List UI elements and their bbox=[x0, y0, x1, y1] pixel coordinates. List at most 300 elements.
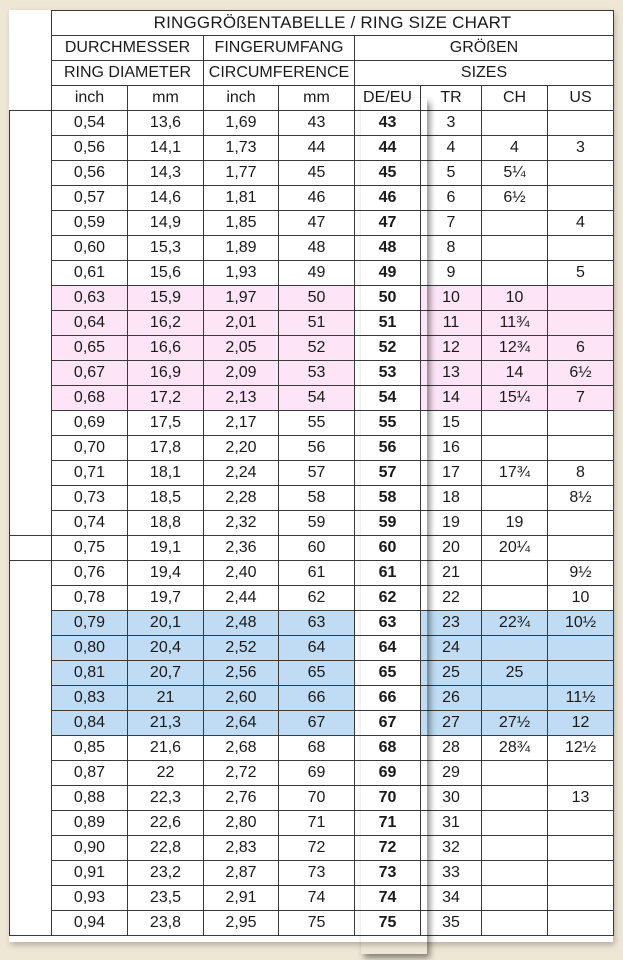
cell-size-ch bbox=[482, 211, 548, 236]
cell-size-ch bbox=[482, 911, 548, 936]
table-row bbox=[10, 436, 614, 461]
cell-size-eu: 70 bbox=[355, 786, 421, 811]
cell-diameter-inch: 0,59 bbox=[52, 211, 128, 236]
table-row bbox=[10, 586, 614, 611]
cell-circumference-inch: 1,85 bbox=[204, 211, 279, 236]
table-row bbox=[10, 311, 614, 336]
group-label-empty bbox=[10, 536, 52, 561]
table-row bbox=[10, 336, 614, 361]
unit-size-ch: CH bbox=[482, 86, 548, 111]
cell-size-eu: 45 bbox=[355, 161, 421, 186]
cell-diameter-inch: 0,70 bbox=[52, 436, 128, 461]
cell-circumference-inch: 2,72 bbox=[204, 761, 279, 786]
cell-diameter-mm: 19,4 bbox=[128, 561, 204, 586]
cell-size-eu: 43 bbox=[355, 111, 421, 136]
cell-diameter-inch: 0,78 bbox=[52, 586, 128, 611]
cell-size-ch bbox=[482, 561, 548, 586]
cell-size-eu: 48 bbox=[355, 236, 421, 261]
table-row bbox=[10, 211, 614, 236]
cell-size-eu: 59 bbox=[355, 511, 421, 536]
cell-size-tr: 12 bbox=[421, 336, 482, 361]
cell-size-us bbox=[548, 536, 614, 561]
cell-circumference-inch: 2,64 bbox=[204, 711, 279, 736]
cell-circumference-mm: 53 bbox=[279, 361, 355, 386]
cell-diameter-inch: 0,67 bbox=[52, 361, 128, 386]
cell-circumference-inch: 2,40 bbox=[204, 561, 279, 586]
cell-size-tr: 33 bbox=[421, 861, 482, 886]
cell-size-ch: 28¾ bbox=[482, 736, 548, 761]
cell-size-us: 11½ bbox=[548, 686, 614, 711]
cell-size-ch bbox=[482, 636, 548, 661]
cell-size-tr: 13 bbox=[421, 361, 482, 386]
cell-diameter-mm: 13,6 bbox=[128, 111, 204, 136]
cell-circumference-mm: 58 bbox=[279, 486, 355, 511]
cell-circumference-mm: 48 bbox=[279, 236, 355, 261]
cell-size-eu: 44 bbox=[355, 136, 421, 161]
cell-diameter-mm: 14,3 bbox=[128, 161, 204, 186]
cell-circumference-mm: 45 bbox=[279, 161, 355, 186]
cell-diameter-inch: 0,89 bbox=[52, 811, 128, 836]
cell-diameter-mm: 22 bbox=[128, 761, 204, 786]
table-row bbox=[10, 811, 614, 836]
cell-size-us bbox=[548, 161, 614, 186]
cell-diameter-mm: 15,3 bbox=[128, 236, 204, 261]
cell-size-eu: 47 bbox=[355, 211, 421, 236]
cell-size-eu: 52 bbox=[355, 336, 421, 361]
cell-circumference-mm: 43 bbox=[279, 111, 355, 136]
table-row bbox=[10, 861, 614, 886]
cell-size-eu: 61 bbox=[355, 561, 421, 586]
size-rows bbox=[10, 111, 614, 936]
cell-diameter-inch: 0,56 bbox=[52, 161, 128, 186]
cell-diameter-mm: 20,7 bbox=[128, 661, 204, 686]
cell-diameter-mm: 23,5 bbox=[128, 886, 204, 911]
cell-circumference-mm: 66 bbox=[279, 686, 355, 711]
cell-circumference-mm: 59 bbox=[279, 511, 355, 536]
cell-diameter-mm: 18,1 bbox=[128, 461, 204, 486]
cell-size-tr: 5 bbox=[421, 161, 482, 186]
cell-diameter-inch: 0,81 bbox=[52, 661, 128, 686]
cell-size-tr: 10 bbox=[421, 286, 482, 311]
table-row bbox=[10, 136, 614, 161]
circumference-header-de: FINGERUMFANG bbox=[204, 36, 355, 61]
cell-size-ch bbox=[482, 686, 548, 711]
title-row bbox=[10, 11, 614, 36]
cell-size-ch: 12¾ bbox=[482, 336, 548, 361]
cell-size-tr: 29 bbox=[421, 761, 482, 786]
cell-diameter-inch: 0,68 bbox=[52, 386, 128, 411]
cell-size-ch: 19 bbox=[482, 511, 548, 536]
cell-diameter-inch: 0,88 bbox=[52, 786, 128, 811]
cell-circumference-mm: 64 bbox=[279, 636, 355, 661]
table-row bbox=[10, 711, 614, 736]
header-row-de bbox=[10, 36, 614, 61]
cell-size-ch bbox=[482, 111, 548, 136]
cell-circumference-inch: 2,52 bbox=[204, 636, 279, 661]
cell-diameter-inch: 0,61 bbox=[52, 261, 128, 286]
cell-size-us bbox=[548, 911, 614, 936]
table-row bbox=[10, 836, 614, 861]
cell-size-ch: 15¼ bbox=[482, 386, 548, 411]
cell-diameter-inch: 0,90 bbox=[52, 836, 128, 861]
cell-size-us bbox=[548, 186, 614, 211]
table-row bbox=[10, 186, 614, 211]
cell-circumference-inch: 2,44 bbox=[204, 586, 279, 611]
cell-size-us bbox=[548, 411, 614, 436]
cell-diameter-inch: 0,71 bbox=[52, 461, 128, 486]
cell-size-us: 10½ bbox=[548, 611, 614, 636]
cell-size-ch: 4 bbox=[482, 136, 548, 161]
cell-circumference-mm: 54 bbox=[279, 386, 355, 411]
cell-circumference-inch: 2,01 bbox=[204, 311, 279, 336]
table-row bbox=[10, 536, 614, 561]
cell-circumference-inch: 2,68 bbox=[204, 736, 279, 761]
cell-circumference-inch: 2,32 bbox=[204, 511, 279, 536]
cell-diameter-mm: 23,8 bbox=[128, 911, 204, 936]
cell-diameter-mm: 18,8 bbox=[128, 511, 204, 536]
cell-size-eu: 57 bbox=[355, 461, 421, 486]
cell-circumference-mm: 68 bbox=[279, 736, 355, 761]
cell-size-ch bbox=[482, 811, 548, 836]
cell-diameter-mm: 17,2 bbox=[128, 386, 204, 411]
cell-diameter-inch: 0,57 bbox=[52, 186, 128, 211]
cell-diameter-mm: 14,6 bbox=[128, 186, 204, 211]
cell-circumference-inch: 2,91 bbox=[204, 886, 279, 911]
cell-size-tr: 11 bbox=[421, 311, 482, 336]
table-row bbox=[10, 886, 614, 911]
table-row bbox=[10, 736, 614, 761]
cell-size-tr: 25 bbox=[421, 661, 482, 686]
cell-diameter-mm: 17,5 bbox=[128, 411, 204, 436]
cell-diameter-inch: 0,64 bbox=[52, 311, 128, 336]
table-row bbox=[10, 686, 614, 711]
cell-diameter-inch: 0,75 bbox=[52, 536, 128, 561]
cell-circumference-inch: 1,73 bbox=[204, 136, 279, 161]
cell-size-eu: 71 bbox=[355, 811, 421, 836]
cell-size-eu: 49 bbox=[355, 261, 421, 286]
cell-size-us: 6½ bbox=[548, 361, 614, 386]
chart-title: RINGGRÖßENTABELLE / RING SIZE CHART bbox=[52, 11, 614, 36]
cell-size-tr: 7 bbox=[421, 211, 482, 236]
cell-size-us bbox=[548, 436, 614, 461]
cell-size-tr: 4 bbox=[421, 136, 482, 161]
cell-circumference-inch: 1,93 bbox=[204, 261, 279, 286]
cell-size-eu: 75 bbox=[355, 911, 421, 936]
cell-circumference-mm: 52 bbox=[279, 336, 355, 361]
unit-diameter-inch: inch bbox=[52, 86, 128, 111]
table-row bbox=[10, 511, 614, 536]
cell-circumference-inch: 2,36 bbox=[204, 536, 279, 561]
table-row bbox=[10, 411, 614, 436]
cell-size-tr: 8 bbox=[421, 236, 482, 261]
cell-size-us: 3 bbox=[548, 136, 614, 161]
ring-size-chart bbox=[9, 10, 613, 942]
cell-circumference-mm: 49 bbox=[279, 261, 355, 286]
cell-size-ch: 11¾ bbox=[482, 311, 548, 336]
cell-diameter-inch: 0,54 bbox=[52, 111, 128, 136]
cell-size-ch bbox=[482, 836, 548, 861]
cell-size-eu: 50 bbox=[355, 286, 421, 311]
cell-size-us: 8 bbox=[548, 461, 614, 486]
cell-circumference-inch: 1,81 bbox=[204, 186, 279, 211]
table-row bbox=[10, 361, 614, 386]
cell-diameter-mm: 21,3 bbox=[128, 711, 204, 736]
cell-size-ch bbox=[482, 261, 548, 286]
cell-size-eu: 53 bbox=[355, 361, 421, 386]
cell-diameter-inch: 0,65 bbox=[52, 336, 128, 361]
cell-size-us: 4 bbox=[548, 211, 614, 236]
table-row bbox=[10, 911, 614, 936]
cell-size-us bbox=[548, 861, 614, 886]
cell-size-us: 5 bbox=[548, 261, 614, 286]
table-row bbox=[10, 611, 614, 636]
cell-circumference-inch: 2,24 bbox=[204, 461, 279, 486]
cell-diameter-mm: 18,5 bbox=[128, 486, 204, 511]
unit-circumference-mm: mm bbox=[279, 86, 355, 111]
cell-size-eu: 62 bbox=[355, 586, 421, 611]
cell-circumference-inch: 2,05 bbox=[204, 336, 279, 361]
cell-diameter-mm: 22,3 bbox=[128, 786, 204, 811]
cell-size-ch bbox=[482, 411, 548, 436]
cell-diameter-mm: 20,4 bbox=[128, 636, 204, 661]
table-row bbox=[10, 261, 614, 286]
cell-circumference-mm: 56 bbox=[279, 436, 355, 461]
cell-circumference-mm: 71 bbox=[279, 811, 355, 836]
table-row bbox=[10, 786, 614, 811]
unit-size-us: US bbox=[548, 86, 614, 111]
cell-size-tr: 26 bbox=[421, 686, 482, 711]
cell-size-tr: 35 bbox=[421, 911, 482, 936]
cell-diameter-inch: 0,76 bbox=[52, 561, 128, 586]
cell-diameter-mm: 20,1 bbox=[128, 611, 204, 636]
cell-diameter-inch: 0,87 bbox=[52, 761, 128, 786]
cell-circumference-inch: 2,80 bbox=[204, 811, 279, 836]
table-row bbox=[10, 561, 614, 586]
cell-diameter-inch: 0,69 bbox=[52, 411, 128, 436]
cell-size-ch bbox=[482, 861, 548, 886]
cell-size-tr: 20 bbox=[421, 536, 482, 561]
cell-circumference-mm: 62 bbox=[279, 586, 355, 611]
cell-diameter-mm: 21 bbox=[128, 686, 204, 711]
table-row bbox=[10, 236, 614, 261]
cell-circumference-mm: 72 bbox=[279, 836, 355, 861]
cell-size-us bbox=[548, 886, 614, 911]
cell-diameter-mm: 19,7 bbox=[128, 586, 204, 611]
cell-diameter-inch: 0,74 bbox=[52, 511, 128, 536]
cell-size-tr: 18 bbox=[421, 486, 482, 511]
cell-size-eu: 64 bbox=[355, 636, 421, 661]
unit-circumference-inch: inch bbox=[204, 86, 279, 111]
cell-circumference-inch: 2,76 bbox=[204, 786, 279, 811]
sizes-header-en: SIZES bbox=[355, 61, 614, 86]
cell-circumference-inch: 2,87 bbox=[204, 861, 279, 886]
cell-circumference-inch: 2,83 bbox=[204, 836, 279, 861]
cell-size-eu: 69 bbox=[355, 761, 421, 786]
cell-size-tr: 27 bbox=[421, 711, 482, 736]
cell-size-us bbox=[548, 111, 614, 136]
cell-size-eu: 73 bbox=[355, 861, 421, 886]
cell-diameter-mm: 14,1 bbox=[128, 136, 204, 161]
cell-size-eu: 60 bbox=[355, 536, 421, 561]
cell-circumference-inch: 1,89 bbox=[204, 236, 279, 261]
cell-size-eu: 65 bbox=[355, 661, 421, 686]
cell-size-eu: 56 bbox=[355, 436, 421, 461]
cell-circumference-inch: 2,13 bbox=[204, 386, 279, 411]
cell-size-eu: 58 bbox=[355, 486, 421, 511]
cell-size-us: 13 bbox=[548, 786, 614, 811]
cell-diameter-inch: 0,91 bbox=[52, 861, 128, 886]
cell-size-us bbox=[548, 761, 614, 786]
cell-diameter-mm: 22,6 bbox=[128, 811, 204, 836]
diameter-header-en: RING DIAMETER bbox=[52, 61, 204, 86]
cell-diameter-mm: 14,9 bbox=[128, 211, 204, 236]
cell-size-us bbox=[548, 811, 614, 836]
ring-size-table bbox=[9, 10, 614, 936]
cell-size-eu: 66 bbox=[355, 686, 421, 711]
unit-size-eu: DE/EU bbox=[355, 86, 421, 111]
cell-size-us bbox=[548, 311, 614, 336]
header-row-en bbox=[10, 61, 614, 86]
cell-diameter-mm: 21,6 bbox=[128, 736, 204, 761]
cell-circumference-mm: 51 bbox=[279, 311, 355, 336]
cell-size-tr: 24 bbox=[421, 636, 482, 661]
cell-size-us bbox=[548, 661, 614, 686]
cell-diameter-mm: 16,9 bbox=[128, 361, 204, 386]
cell-circumference-mm: 47 bbox=[279, 211, 355, 236]
cell-circumference-inch: 2,09 bbox=[204, 361, 279, 386]
cell-diameter-mm: 19,1 bbox=[128, 536, 204, 561]
cell-diameter-inch: 0,63 bbox=[52, 286, 128, 311]
group-label-women bbox=[10, 111, 52, 536]
cell-size-tr: 16 bbox=[421, 436, 482, 461]
table-row bbox=[10, 636, 614, 661]
cell-size-tr: 9 bbox=[421, 261, 482, 286]
cell-circumference-mm: 46 bbox=[279, 186, 355, 211]
cell-size-ch bbox=[482, 886, 548, 911]
cell-size-tr: 32 bbox=[421, 836, 482, 861]
cell-size-eu: 46 bbox=[355, 186, 421, 211]
cell-diameter-inch: 0,83 bbox=[52, 686, 128, 711]
cell-circumference-mm: 55 bbox=[279, 411, 355, 436]
cell-size-tr: 22 bbox=[421, 586, 482, 611]
cell-size-tr: 19 bbox=[421, 511, 482, 536]
cell-circumference-mm: 44 bbox=[279, 136, 355, 161]
cell-size-us bbox=[548, 286, 614, 311]
table-row bbox=[10, 486, 614, 511]
cell-size-eu: 54 bbox=[355, 386, 421, 411]
cell-circumference-inch: 2,56 bbox=[204, 661, 279, 686]
cell-size-tr: 17 bbox=[421, 461, 482, 486]
cell-size-ch bbox=[482, 786, 548, 811]
cell-size-tr: 15 bbox=[421, 411, 482, 436]
cell-circumference-mm: 67 bbox=[279, 711, 355, 736]
group-label-men bbox=[10, 561, 52, 936]
cell-size-us bbox=[548, 511, 614, 536]
cell-circumference-inch: 2,20 bbox=[204, 436, 279, 461]
cell-size-us: 7 bbox=[548, 386, 614, 411]
cell-size-eu: 67 bbox=[355, 711, 421, 736]
cell-size-tr: 30 bbox=[421, 786, 482, 811]
table-row bbox=[10, 461, 614, 486]
table-row bbox=[10, 661, 614, 686]
cell-diameter-mm: 16,2 bbox=[128, 311, 204, 336]
corner-cell bbox=[10, 11, 52, 111]
table-row bbox=[10, 161, 614, 186]
cell-size-eu: 74 bbox=[355, 886, 421, 911]
cell-size-tr: 3 bbox=[421, 111, 482, 136]
cell-diameter-inch: 0,80 bbox=[52, 636, 128, 661]
cell-circumference-mm: 63 bbox=[279, 611, 355, 636]
cell-size-ch bbox=[482, 436, 548, 461]
cell-size-tr: 21 bbox=[421, 561, 482, 586]
cell-circumference-inch: 2,48 bbox=[204, 611, 279, 636]
cell-circumference-inch: 2,60 bbox=[204, 686, 279, 711]
circumference-header-en: CIRCUMFERENCE bbox=[204, 61, 355, 86]
cell-circumference-mm: 73 bbox=[279, 861, 355, 886]
cell-size-ch: 5¼ bbox=[482, 161, 548, 186]
cell-diameter-mm: 15,6 bbox=[128, 261, 204, 286]
cell-size-tr: 6 bbox=[421, 186, 482, 211]
diameter-header-de: DURCHMESSER bbox=[52, 36, 204, 61]
cell-size-eu: 72 bbox=[355, 836, 421, 861]
table-row bbox=[10, 761, 614, 786]
unit-diameter-mm: mm bbox=[128, 86, 204, 111]
cell-diameter-inch: 0,84 bbox=[52, 711, 128, 736]
cell-circumference-inch: 1,77 bbox=[204, 161, 279, 186]
cell-size-eu: 63 bbox=[355, 611, 421, 636]
cell-size-ch bbox=[482, 761, 548, 786]
cell-size-eu: 68 bbox=[355, 736, 421, 761]
cell-diameter-inch: 0,93 bbox=[52, 886, 128, 911]
cell-size-us: 12 bbox=[548, 711, 614, 736]
cell-circumference-mm: 61 bbox=[279, 561, 355, 586]
cell-circumference-mm: 70 bbox=[279, 786, 355, 811]
cell-size-ch: 22¾ bbox=[482, 611, 548, 636]
cell-size-eu: 51 bbox=[355, 311, 421, 336]
cell-diameter-mm: 17,8 bbox=[128, 436, 204, 461]
cell-circumference-inch: 2,17 bbox=[204, 411, 279, 436]
cell-circumference-inch: 1,97 bbox=[204, 286, 279, 311]
cell-diameter-inch: 0,85 bbox=[52, 736, 128, 761]
cell-size-ch bbox=[482, 486, 548, 511]
cell-size-tr: 14 bbox=[421, 386, 482, 411]
cell-circumference-inch: 2,95 bbox=[204, 911, 279, 936]
cell-size-ch: 14 bbox=[482, 361, 548, 386]
cell-diameter-mm: 15,9 bbox=[128, 286, 204, 311]
cell-size-tr: 23 bbox=[421, 611, 482, 636]
cell-size-eu: 55 bbox=[355, 411, 421, 436]
cell-circumference-mm: 50 bbox=[279, 286, 355, 311]
cell-circumference-mm: 57 bbox=[279, 461, 355, 486]
cell-size-ch: 27½ bbox=[482, 711, 548, 736]
cell-size-ch: 20¼ bbox=[482, 536, 548, 561]
cell-size-tr: 28 bbox=[421, 736, 482, 761]
cell-circumference-mm: 69 bbox=[279, 761, 355, 786]
cell-size-tr: 34 bbox=[421, 886, 482, 911]
cell-size-us: 9½ bbox=[548, 561, 614, 586]
cell-size-ch bbox=[482, 236, 548, 261]
cell-diameter-inch: 0,56 bbox=[52, 136, 128, 161]
cell-diameter-inch: 0,60 bbox=[52, 236, 128, 261]
table-row bbox=[10, 111, 614, 136]
cell-diameter-mm: 22,8 bbox=[128, 836, 204, 861]
cell-size-tr: 31 bbox=[421, 811, 482, 836]
sizes-header-de: GRÖßEN bbox=[355, 36, 614, 61]
cell-size-ch: 25 bbox=[482, 661, 548, 686]
cell-diameter-mm: 16,6 bbox=[128, 336, 204, 361]
cell-diameter-inch: 0,73 bbox=[52, 486, 128, 511]
cell-size-us: 10 bbox=[548, 586, 614, 611]
